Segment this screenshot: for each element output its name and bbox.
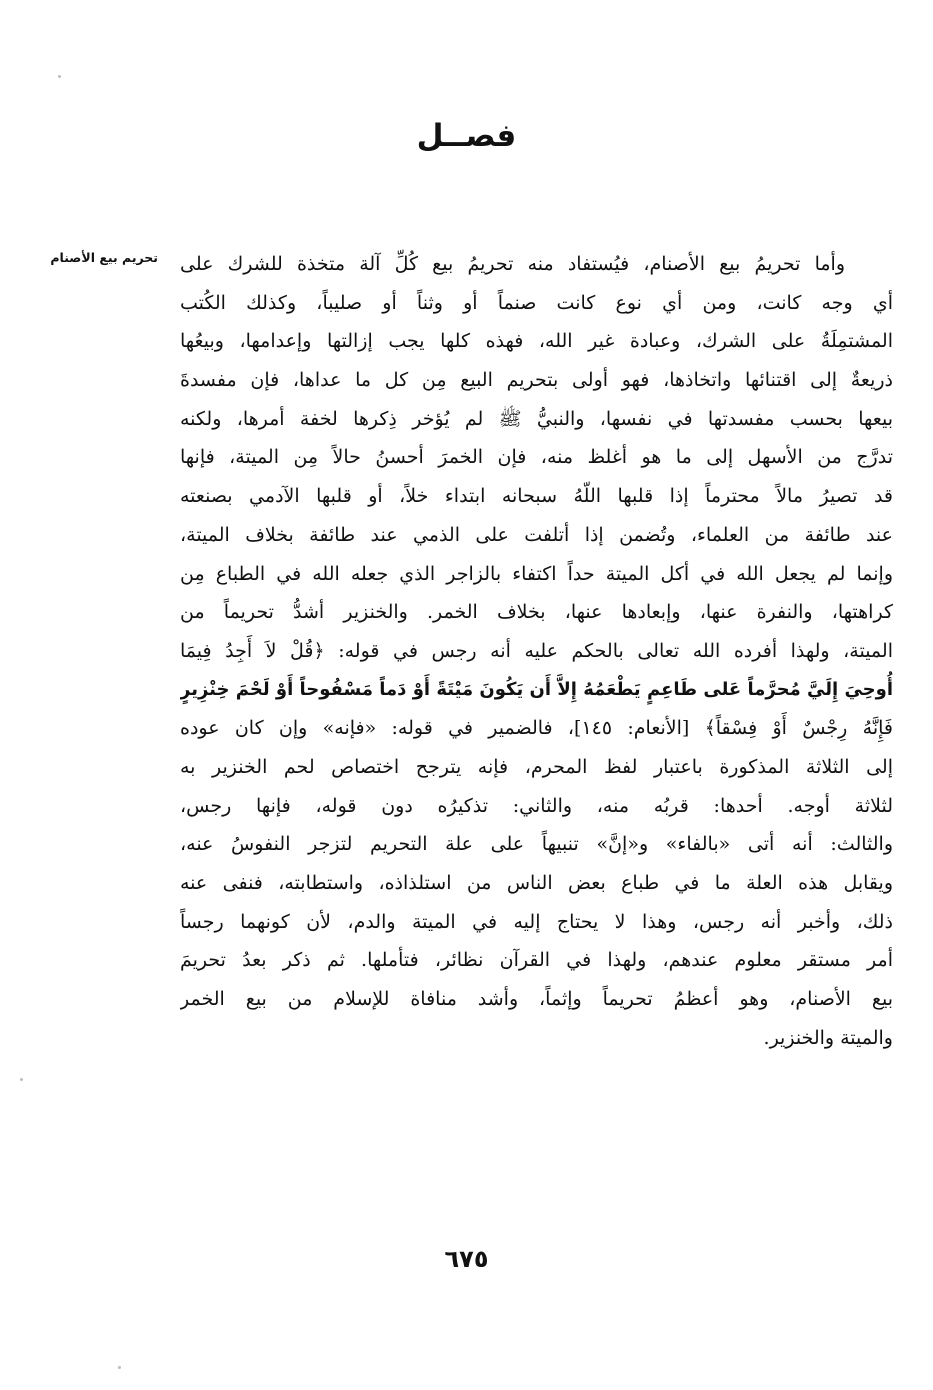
- text-line: والميتة والخنزير.: [763, 1026, 893, 1049]
- body-text: [180, 245, 893, 1057]
- text-line: عند طائفة من العلماء، وتُضمن إذا أتلفت على الذمي عند طائفة بخلاف الميتة،: [180, 523, 893, 546]
- text-line: أمر مستقر معلوم عندهم، ولهذا في القرآن نظائر، فتأملها. ثم ذكر بعدُ تحريمَ: [180, 949, 893, 972]
- margin-note: تحريم بيع الأصنام: [50, 250, 158, 265]
- section-heading: فصــل: [416, 118, 517, 154]
- text-line: أي وجه كانت، ومن أي نوع كانت صنماً أو وثناً أو صليباً، وكذلك الكُتب: [180, 291, 893, 314]
- text-line: والثالث: أنه أتى «بالفاء» و«إنَّ» تنبيهاً على علة التحريم لتزجر النفوسُ عنه،: [180, 833, 893, 856]
- text-line: وإنما لم يجعل الله في أكل الميتة حداً اكتفاء بالزاجر الذي جعله الله في الطباع مِن: [180, 562, 893, 585]
- scan-speck: [20, 1078, 23, 1081]
- text-line: ويقابل هذه العلة ما في طباع بعض الناس من استلذاذه، واستطابته، فنفى عنه: [180, 872, 893, 894]
- text-line: تدرَّج من الأسهل إلى ما هو أغلظ منه، فإن الخمرَ أحسنُ حالاً مِن الميتة، فإنها: [180, 446, 893, 469]
- text-line: بيع الأصنام، وهو أعظمُ تحريماً وإثماً، وأشد منافاة للإسلام من بيع الخمر: [180, 988, 893, 1011]
- text-line: بيعها بحسب مفسدتها في نفسها، والنبيُّ ﷺ لم يُؤخر ذِكرها لخفة أمرها، ولكنه: [180, 407, 893, 430]
- text-line: ذلك، وأخبر أنه رجس، وهذا لا يحتاج إليه في الميتة والدم، لأن كونهما رجساً: [180, 910, 893, 933]
- quran-verse-line: أُوحِيَ إِلَيَّ مُحرَّماً عَلى طَاعِمٍ يَطْعَمُهُ إِلاَّ أَن يَكُونَ مَيْتَةً أَوْ دَماً مَسْفُوحاً أَوْ لَحْمَ خِنْزِيرٍ: [180, 678, 893, 700]
- text-line: فَإِنَّهُ رِجْسٌ أَوْ فِسْقاً﴾ [الأنعام: ١٤٥]، فالضمير في قوله: «فإنه» وإن كان عوده: [180, 717, 893, 740]
- text-line: كراهتها، والنفرة عنها، وإبعادها عنها، بخلاف الخمر. والخنزير أشدُّ تحريماً من: [180, 601, 893, 624]
- text-line: الميتة، ولهذا أفرده الله تعالى بالحكم عليه أنه رجس في قوله: ﴿قُلْ لاَ أَجِدُ فِيمَا: [180, 639, 893, 662]
- text-line: المشتمِلَةُ على الشرك، وعبادة غير الله، فهذه كلها يجب إزالتها وإعدامها، وبيعُها: [180, 330, 893, 353]
- page-number: ٦٧٥: [444, 1245, 489, 1273]
- scan-speck: [118, 1366, 121, 1369]
- text-line: وأما تحريمُ بيع الأصنام، فيُستفاد منه تحريمُ بيع كُلِّ آلة متخذة للشرك على: [180, 253, 845, 275]
- text-line: ذريعةٌ إلى اقتنائها واتخاذها، فهو أولى بتحريم البيع مِن كل ما عداها، فإن مفسدةَ: [180, 369, 893, 392]
- scan-speck: [58, 75, 61, 78]
- text-line: قد تصيرُ مالاً محترماً إذا قلبها اللّهُ سبحانه ابتداء خلاً، أو قلبها الآدمي بصنعته: [180, 485, 893, 508]
- text-line: لثلاثة أوجه. أحدها: قربُه منه، والثاني: تذكيرُه دون قوله، فإنها رجس،: [180, 794, 893, 817]
- text-line: إلى الثلاثة المذكورة باعتبار لفظ المحرم، فإنه يترجح اختصاص لحم الخنزير به: [180, 755, 893, 778]
